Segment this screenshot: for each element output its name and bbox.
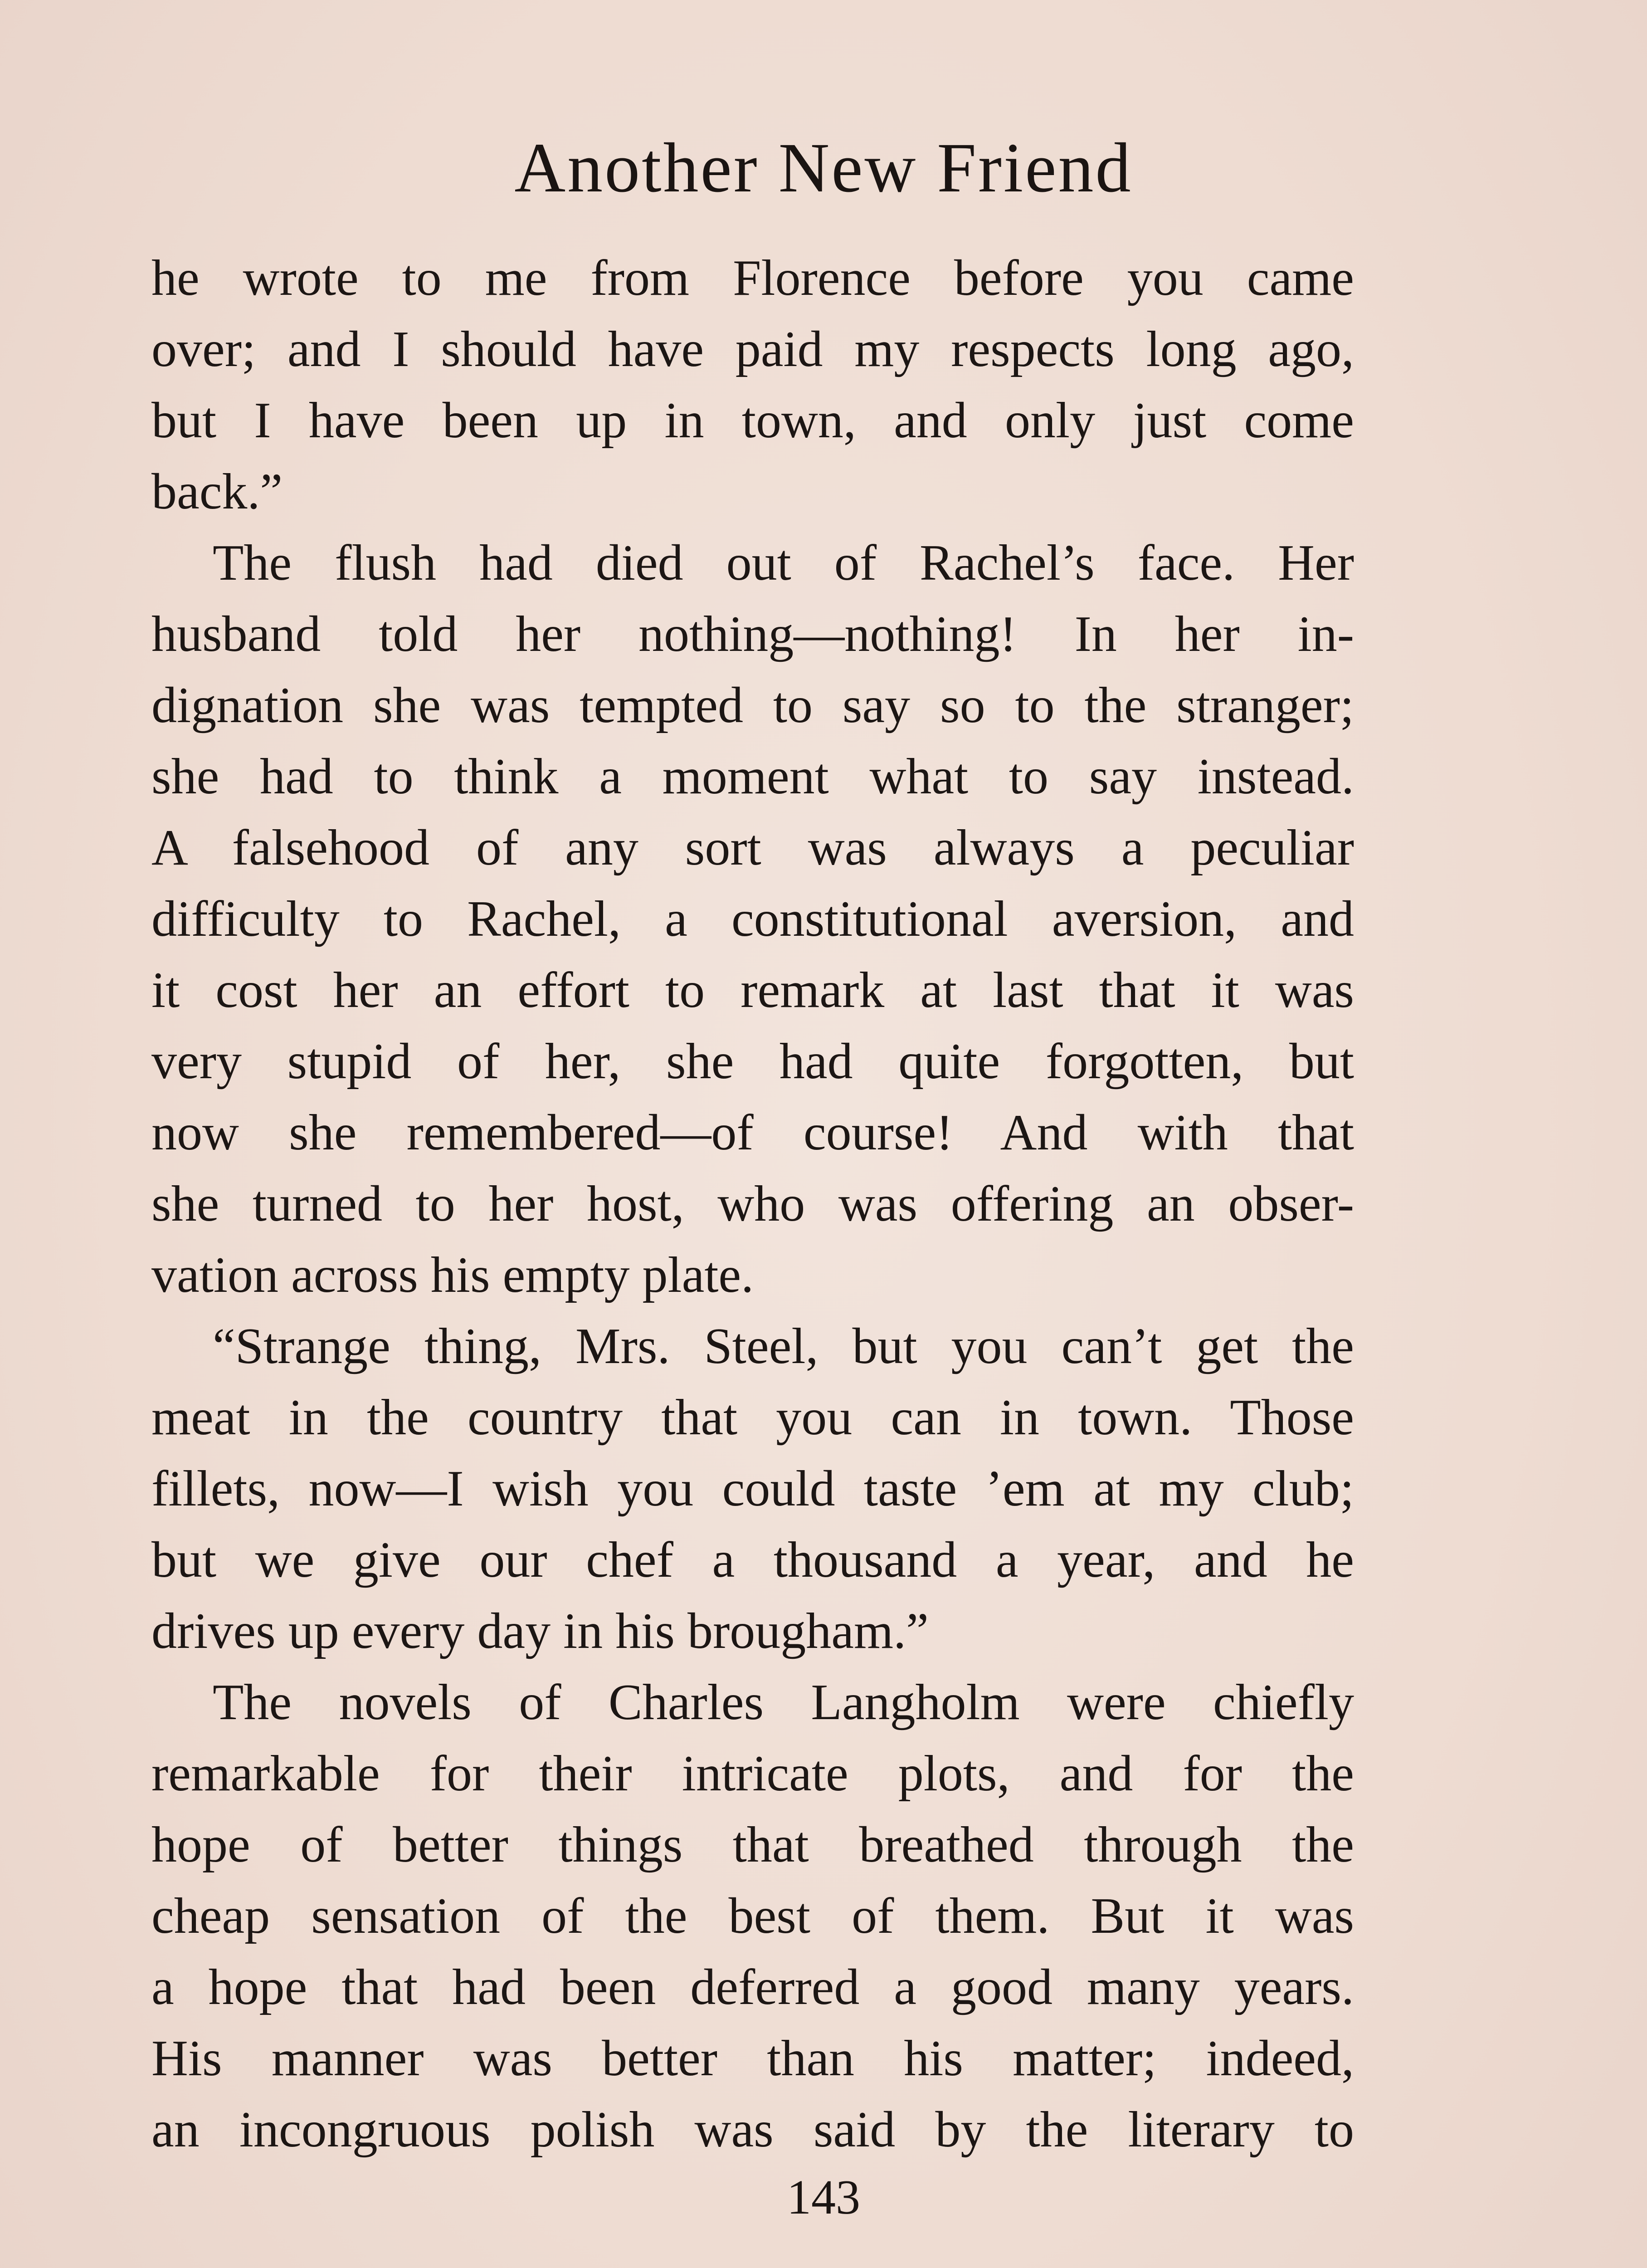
text-line: hope of better things that breathed through the bbox=[151, 1817, 1354, 1873]
text-line: “Strange thing, Mrs. Steel, but you can’t get the bbox=[213, 1318, 1354, 1374]
text-line: but I have been up in town, and only just come bbox=[151, 392, 1354, 449]
text-line: A falsehood of any sort was always a peculiar bbox=[151, 820, 1354, 876]
text-line: His manner was better than his matter; indeed, bbox=[151, 2030, 1354, 2087]
text-line: drives up every day in his brougham.” bbox=[151, 1603, 929, 1659]
text-line: very stupid of her, she had quite forgotten, but bbox=[151, 1033, 1354, 1090]
text-line: she had to think a moment what to say instead. bbox=[151, 748, 1354, 805]
text-line: she turned to her host, who was offering an obser- bbox=[151, 1176, 1354, 1232]
text-line: back.” bbox=[151, 464, 283, 520]
running-head: Another New Friend bbox=[514, 128, 1133, 207]
text-line: an incongruous polish was said by the literary to bbox=[151, 2102, 1354, 2158]
text-line: The flush had died out of Rachel’s face. Her bbox=[213, 535, 1354, 591]
text-line: vation across his empty plate. bbox=[151, 1247, 754, 1303]
text-line: but we give our chef a thousand a year, and he bbox=[151, 1532, 1354, 1588]
text-line: fillets, now—I wish you could taste ’em at my club; bbox=[151, 1461, 1354, 1517]
text-line: it cost her an effort to remark at last that it was bbox=[151, 962, 1354, 1018]
text-line: The novels of Charles Langholm were chiefly bbox=[213, 1674, 1354, 1730]
text-line: husband told her nothing—nothing! In her in- bbox=[151, 606, 1354, 662]
text-line: remarkable for their intricate plots, and for the bbox=[151, 1745, 1354, 1802]
text-line: he wrote to me from Florence before you came bbox=[151, 250, 1354, 306]
text-line: dignation she was tempted to say so to the stranger; bbox=[151, 677, 1354, 733]
text-line: cheap sensation of the best of them. But it was bbox=[151, 1888, 1354, 1944]
body-text bbox=[151, 243, 1354, 2165]
page-number: 143 bbox=[787, 2170, 860, 2224]
text-line: difficulty to Rachel, a constitutional aversion, and bbox=[151, 891, 1354, 947]
text-line: meat in the country that you can in town. Those bbox=[151, 1389, 1354, 1446]
text-line: a hope that had been deferred a good many years. bbox=[151, 1959, 1354, 2015]
text-line: now she remembered—of course! And with that bbox=[151, 1105, 1354, 1161]
text-line: over; and I should have paid my respects long ago, bbox=[151, 321, 1354, 377]
